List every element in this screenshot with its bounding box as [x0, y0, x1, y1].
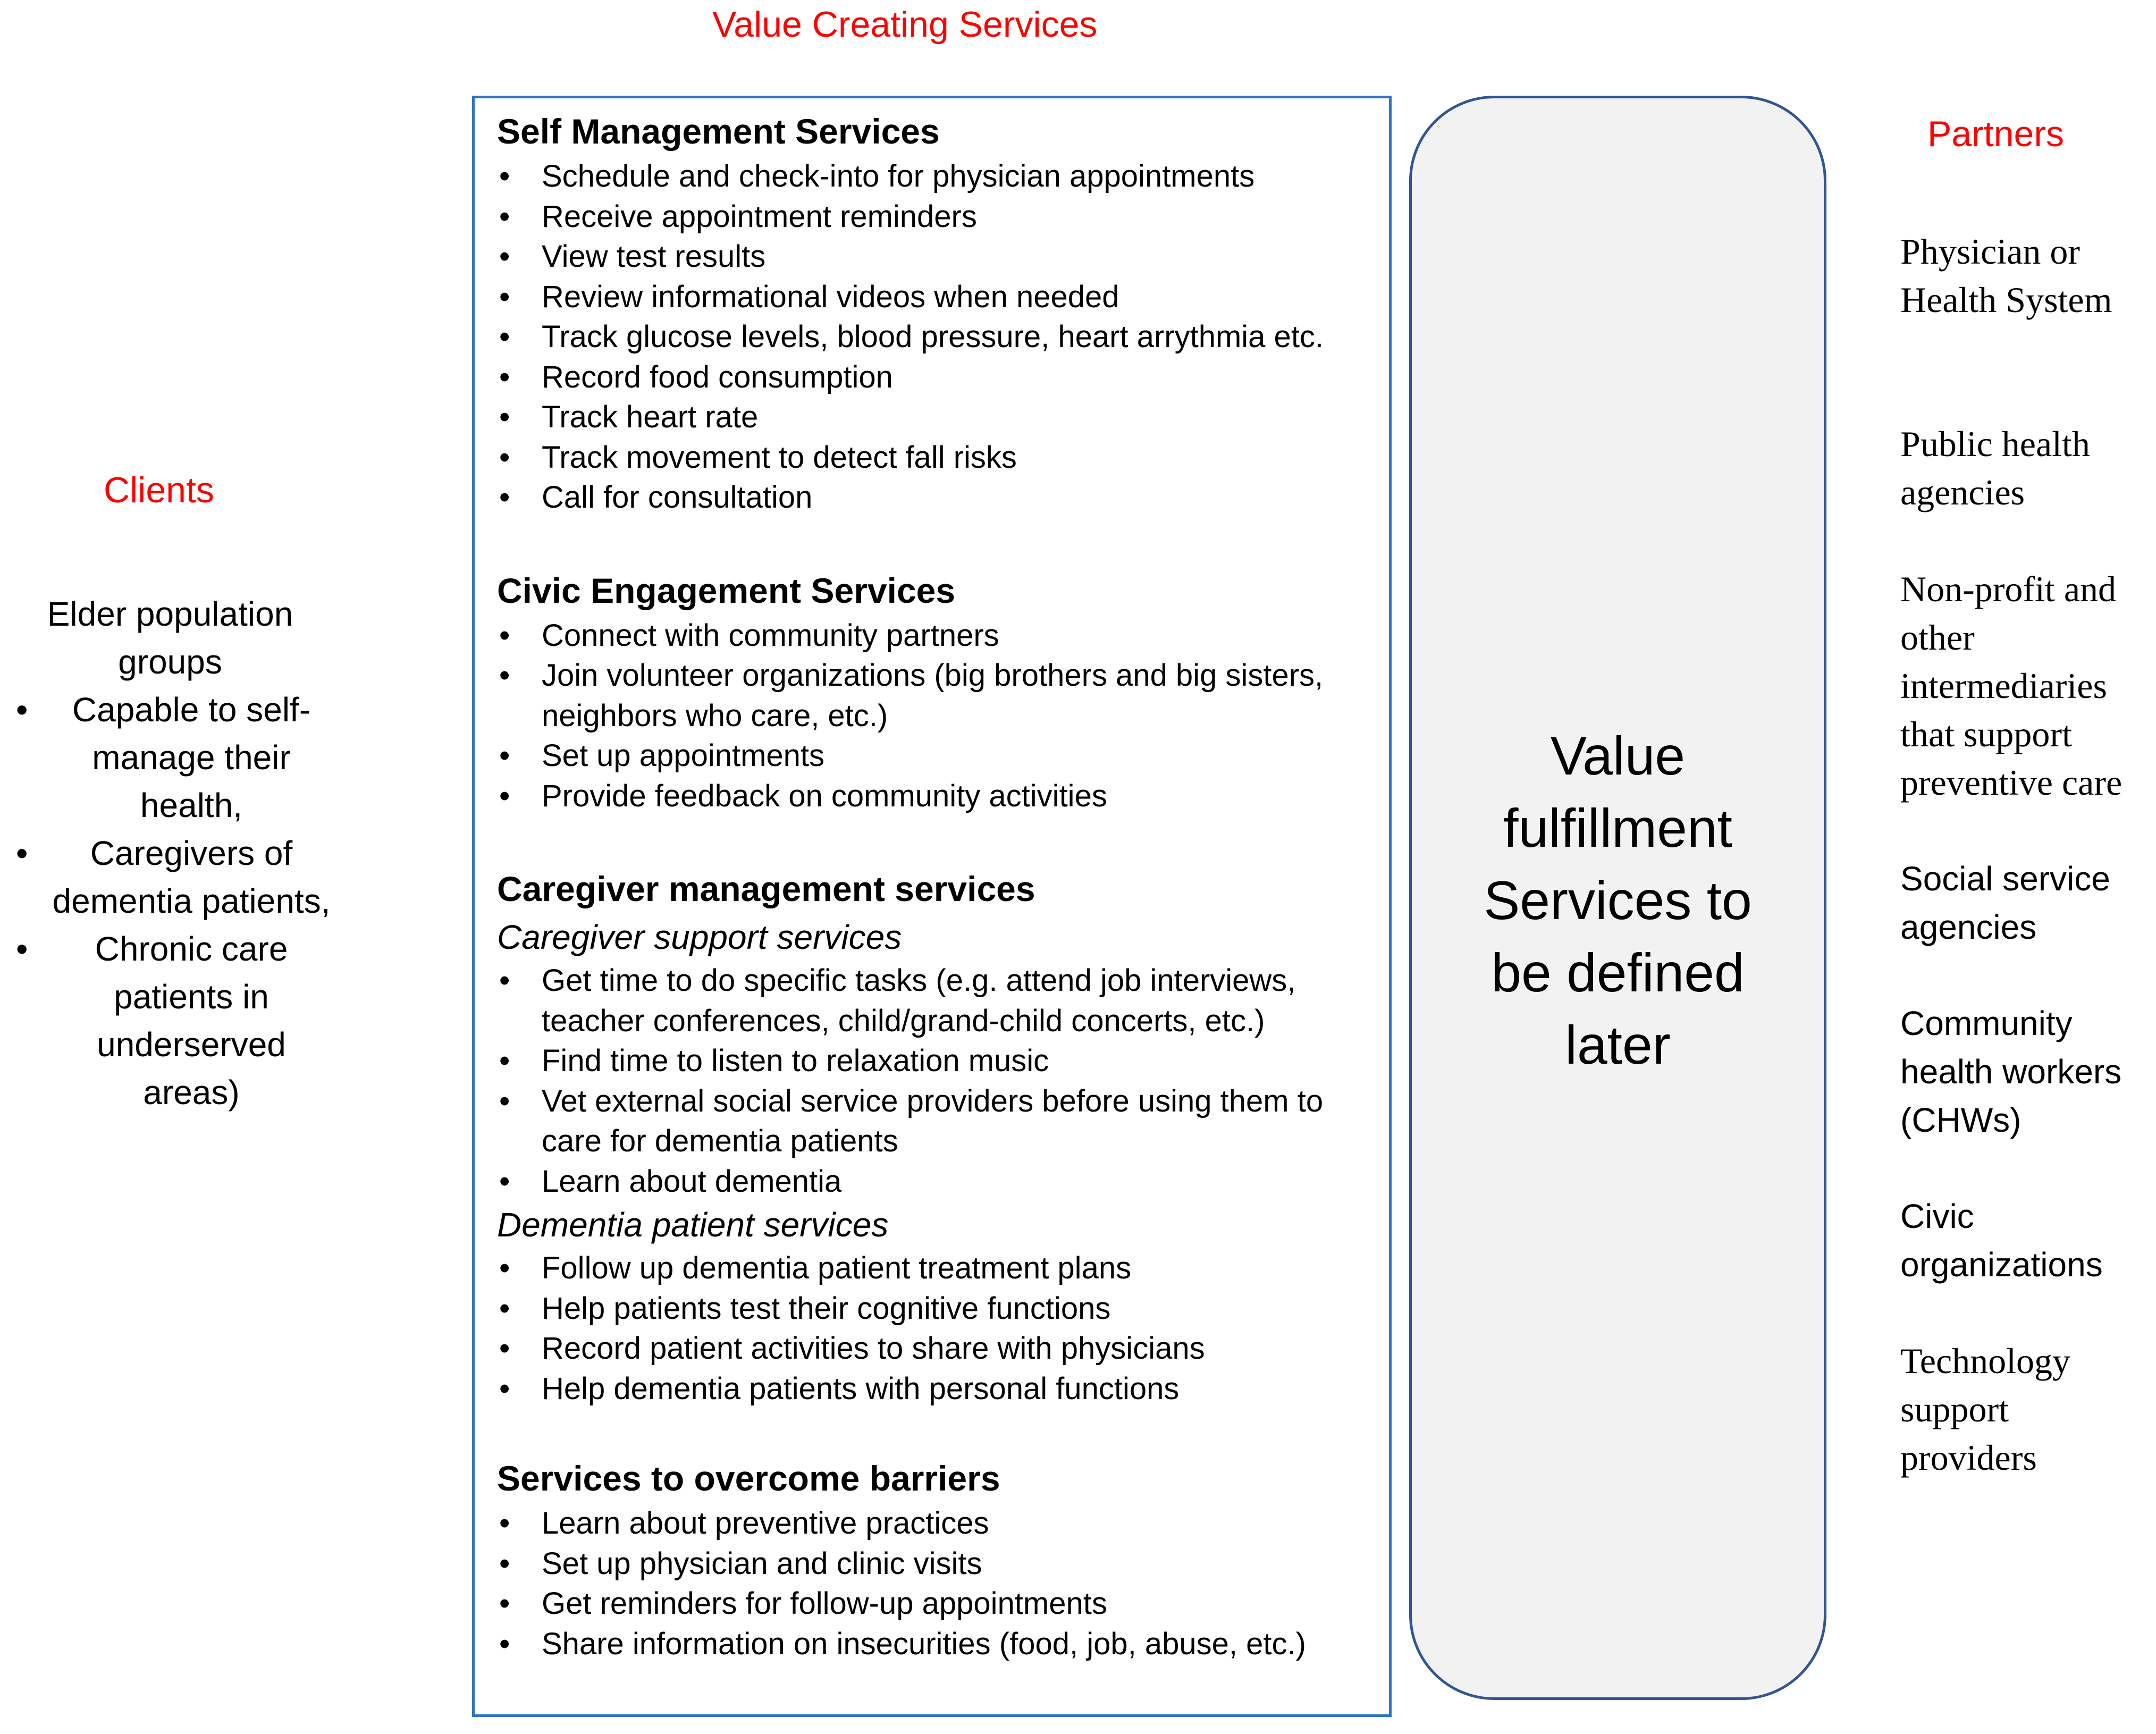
partner-chws: Community health workers (CHWs): [1900, 1004, 2122, 1139]
list-item: • Help patients test their cognitive functions: [497, 1289, 1379, 1329]
list-item: • View test results: [497, 237, 1379, 277]
caregiver-support-subtitle: Caregiver support services: [497, 918, 902, 956]
list-item: • Provide feedback on community activities: [497, 776, 1379, 817]
list-item: • Connect with community partners: [497, 616, 1379, 656]
clients-list: [5, 686, 335, 1116]
section-title: Services to overcome barriers: [497, 1459, 1000, 1498]
list-item: • Learn about dementia: [497, 1161, 1379, 1202]
civic-engagement-list: [497, 616, 1379, 817]
caregiver-support-list: [497, 961, 1379, 1201]
list-item: • Learn about preventive practices: [497, 1503, 1379, 1544]
partner-social-service: Social service agencies: [1900, 860, 2110, 946]
clients-description: [5, 590, 335, 1116]
list-item: • Record food consumption: [497, 357, 1379, 398]
civic-engagement-section: [497, 566, 1379, 817]
clients-list-item: • Chronic care patients in underserved areas): [5, 925, 335, 1116]
section-title: Caregiver management services: [497, 869, 1035, 908]
partner-civic: Civic organizations: [1900, 1197, 2103, 1284]
clients-intro: Elder population groups: [47, 595, 293, 681]
section-title: Civic Engagement Services: [497, 570, 956, 610]
partner-physician: Physician or Health System: [1900, 231, 2112, 320]
list-item: • Record patient activities to share with physicians: [497, 1328, 1379, 1369]
dementia-patient-subtitle: Dementia patient services: [497, 1206, 889, 1244]
partner-technology: Technology support providers: [1900, 1341, 2071, 1478]
barriers-list: [497, 1503, 1379, 1664]
clients-heading: Clients: [104, 470, 214, 510]
partner-public-health: Public health agencies: [1900, 424, 2090, 512]
caregiver-management-section: [497, 864, 1379, 1409]
partners-heading: Partners: [1927, 114, 2064, 154]
list-item: • Track heart rate: [497, 397, 1379, 437]
barriers-section: [497, 1453, 1379, 1664]
self-management-list: [497, 156, 1379, 518]
clients-list-item: • Caregivers of dementia patients,: [5, 829, 335, 925]
list-item: • Vet external social service providers before using them to care for dementia patients: [497, 1081, 1379, 1161]
section-title: Self Management Services: [497, 112, 940, 151]
list-item: • Get time to do specific tasks (e.g. attend job interviews, teacher conferences, child/grand-child concerts, etc.): [497, 961, 1379, 1041]
list-item: • Call for consultation: [497, 477, 1379, 518]
list-item: • Set up physician and clinic visits: [497, 1544, 1379, 1584]
list-item: • Find time to listen to relaxation music: [497, 1041, 1379, 1081]
partner-non-profit: Non-profit and other intermediaries that support preventive care: [1900, 569, 2123, 803]
list-item: • Follow up dementia patient treatment plans: [497, 1248, 1379, 1289]
value-creating-services-heading: Value Creating Services: [712, 4, 1098, 45]
list-item: • Get reminders for follow-up appointments: [497, 1584, 1379, 1624]
list-item: • Schedule and check-into for physician appointments: [497, 156, 1379, 197]
value-fulfillment-text: Value fulfillment Services to be defined later: [1484, 726, 1752, 1075]
self-management-section: [497, 106, 1379, 518]
list-item: • Join volunteer organizations (big brothers and big sisters, neighbors who care, etc.): [497, 655, 1379, 736]
list-item: • Track glucose levels, blood pressure, heart arrythmia etc.: [497, 317, 1379, 357]
services-content: [497, 106, 1379, 1664]
list-item: • Receive appointment reminders: [497, 197, 1379, 237]
list-item: • Share information on insecurities (food, job, abuse, etc.): [497, 1624, 1379, 1664]
dementia-patient-list: [497, 1248, 1379, 1409]
list-item: • Set up appointments: [497, 736, 1379, 776]
clients-list-item: • Capable to self-manage their health,: [5, 686, 335, 829]
list-item: • Review informational videos when needed: [497, 277, 1379, 317]
list-item: • Track movement to detect fall risks: [497, 437, 1379, 478]
list-item: • Help dementia patients with personal functions: [497, 1369, 1379, 1409]
